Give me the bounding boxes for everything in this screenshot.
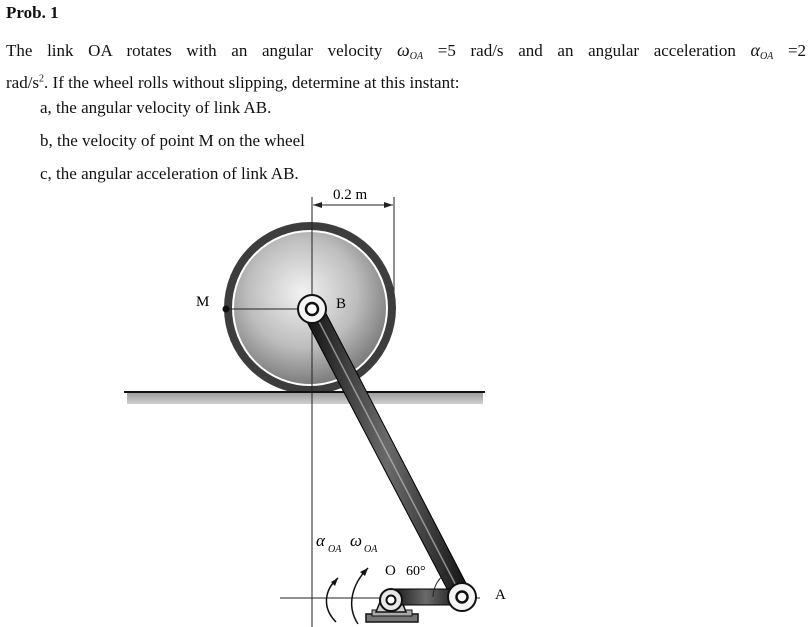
omega-value: =5	[437, 41, 456, 60]
pin-b	[298, 295, 326, 323]
question-b: b, the velocity of point M on the wheel	[40, 131, 305, 150]
label-o: O	[385, 563, 396, 579]
ground	[124, 392, 485, 404]
alpha-value: =2	[787, 41, 807, 60]
point-m	[223, 306, 230, 313]
alpha-oa-subscript: OA	[328, 544, 342, 555]
problem-title: Prob. 1	[6, 3, 59, 22]
dimension-label: 0.2 m	[333, 187, 368, 203]
alpha-oa-symbol: α	[316, 531, 325, 550]
pin-a	[448, 583, 476, 611]
label-a: A	[495, 587, 506, 603]
unit-rad-s: rad/s	[6, 72, 40, 92]
omega-oa-symbol: ω	[350, 531, 363, 550]
statement-text-2: rad/s and an angular acceleration	[470, 41, 736, 60]
label-m: M	[196, 294, 210, 310]
unit-exponent: 2	[39, 73, 45, 84]
statement-text-3: . If the wheel rolls without slipping, determine at this instant:	[44, 72, 460, 92]
alpha-symbol: α	[750, 40, 760, 60]
alpha-subscript: OA	[759, 51, 774, 62]
alpha-oa-arrow-icon	[326, 578, 338, 622]
question-c: c, the angular acceleration of link AB.	[40, 164, 299, 183]
label-b: B	[336, 296, 347, 312]
pin-o	[380, 589, 402, 611]
statement-text-1: The link OA rotates with an angular velocity	[6, 41, 383, 60]
omega-symbol: ω	[397, 40, 410, 60]
question-a: a, the angular velocity of link AB.	[40, 98, 272, 117]
angle-label: 60°	[406, 564, 426, 579]
omega-oa-subscript: OA	[364, 544, 378, 555]
omega-subscript: OA	[409, 51, 424, 62]
